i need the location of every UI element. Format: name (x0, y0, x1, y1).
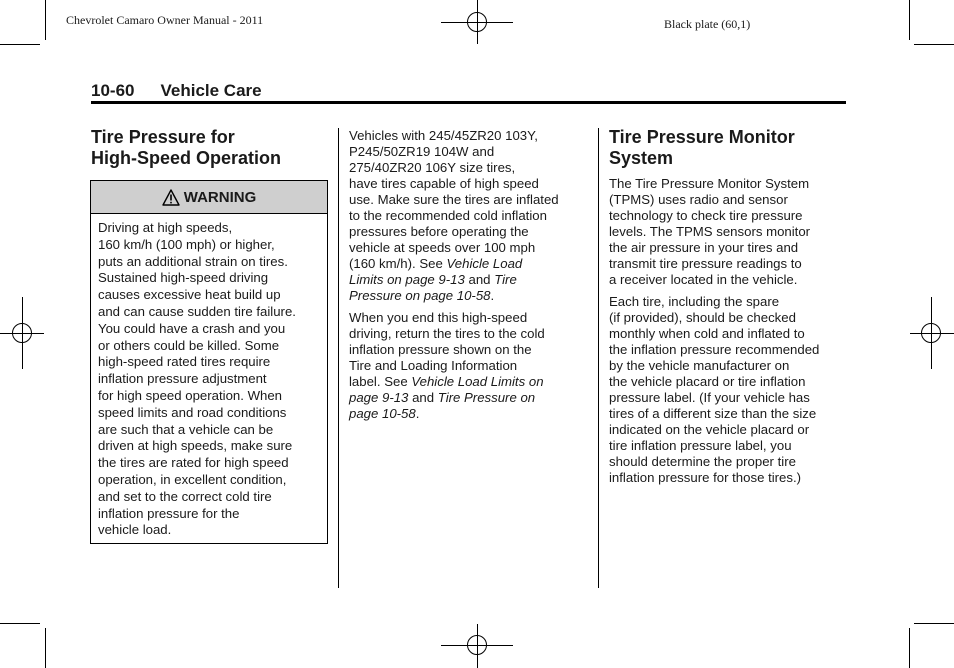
paragraph: Vehicles with 245/45ZR20 103Y, P245/50ZR19 104W and 275/40ZR20 106Y size tires, have tires capable of high speed use. Make sure the tires are inflated to the recommended cold inflation pressures before operating the vehicle at speeds over 100 mph (160 km/h). See Vehicle Load Limits on page 9-13 and Tire Pressure on page 10-58. (349, 128, 559, 303)
warning-header (91, 181, 327, 214)
crop-mark (0, 623, 40, 624)
warning-box (90, 180, 328, 544)
plate-number: Black plate (60,1) (664, 17, 751, 31)
paragraph: The Tire Pressure Monitor System (TPMS) uses radio and sensor technology to check tire pressure levels. The TPMS sensors monitor the air pressure in your tires and transmit tire pressure readings to a receiver located in the vehicle. (609, 176, 811, 287)
crop-mark (909, 0, 910, 40)
heading-tpms: Tire Pressure Monitor System (609, 127, 795, 168)
column-divider (598, 128, 599, 588)
warning-text: Driving at high speeds, 160 km/h (100 mph) or higher, puts an additional strain on tires. Sustained high-speed driving causes excessive heat build up and can cause sudden tire failure. You could have a crash and you or others could be killed. Some high-speed rated tires require inflation pressure adjustment for high speed operation. When speed limits and road conditions are such that a vehicle can be driven at high speeds, make sure the tires are rated for high speed operation, in excellent condition, and set to the correct cold tire inflation pressure for the vehicle load. (98, 220, 296, 538)
crop-mark (45, 0, 46, 40)
warning-label: WARNING (183, 188, 257, 206)
page-number: 10-60 (91, 81, 135, 100)
crop-mark (909, 628, 910, 668)
paragraph: When you end this high-speed driving, return the tires to the cold inflation pressure shown on the Tire and Loading Information label. See Vehicle Load Limits on page 9-13 and Tire Pressure on page 10-58. (349, 310, 545, 421)
heading-high-speed: Tire Pressure for High-Speed Operation (91, 127, 282, 168)
section-title: Vehicle Care (160, 81, 262, 100)
tpms-body (609, 176, 849, 492)
cross-reference-link[interactable]: page 10-58 (349, 406, 416, 421)
header-rule (91, 101, 846, 104)
cross-reference-link[interactable]: Tire Pressure on (437, 390, 536, 405)
plate-title: Chevrolet Camaro Owner Manual - 2011 (66, 13, 264, 27)
cross-reference-link[interactable]: Vehicle Load Limits on (411, 374, 544, 389)
cross-reference-link[interactable]: Pressure on page 10-58 (349, 288, 491, 303)
cross-reference-link[interactable]: Vehicle Load (446, 256, 523, 271)
high-speed-body (349, 128, 589, 428)
crop-mark (45, 628, 46, 668)
crop-mark (0, 44, 40, 45)
cross-reference-link[interactable]: page 9-13 (349, 390, 409, 405)
column-divider (338, 128, 339, 588)
page-header (91, 81, 262, 101)
crop-mark (914, 44, 954, 45)
cross-reference-link[interactable]: Tire (494, 272, 517, 287)
crop-mark (914, 623, 954, 624)
cross-reference-link[interactable]: Limits on page 9-13 (349, 272, 465, 287)
paragraph: Each tire, including the spare (if provided), should be checked monthly when cold and inflated to the inflation pressure recommended by the vehicle manufacturer on the vehicle placard or tire inflation pressure label. (If your vehicle has tires of a different size than the size indicated on the vehicle placard or tire inflation pressure label, you should determine the proper tire inflation pressure for those tires.) (609, 294, 820, 485)
warning-icon (162, 189, 180, 206)
